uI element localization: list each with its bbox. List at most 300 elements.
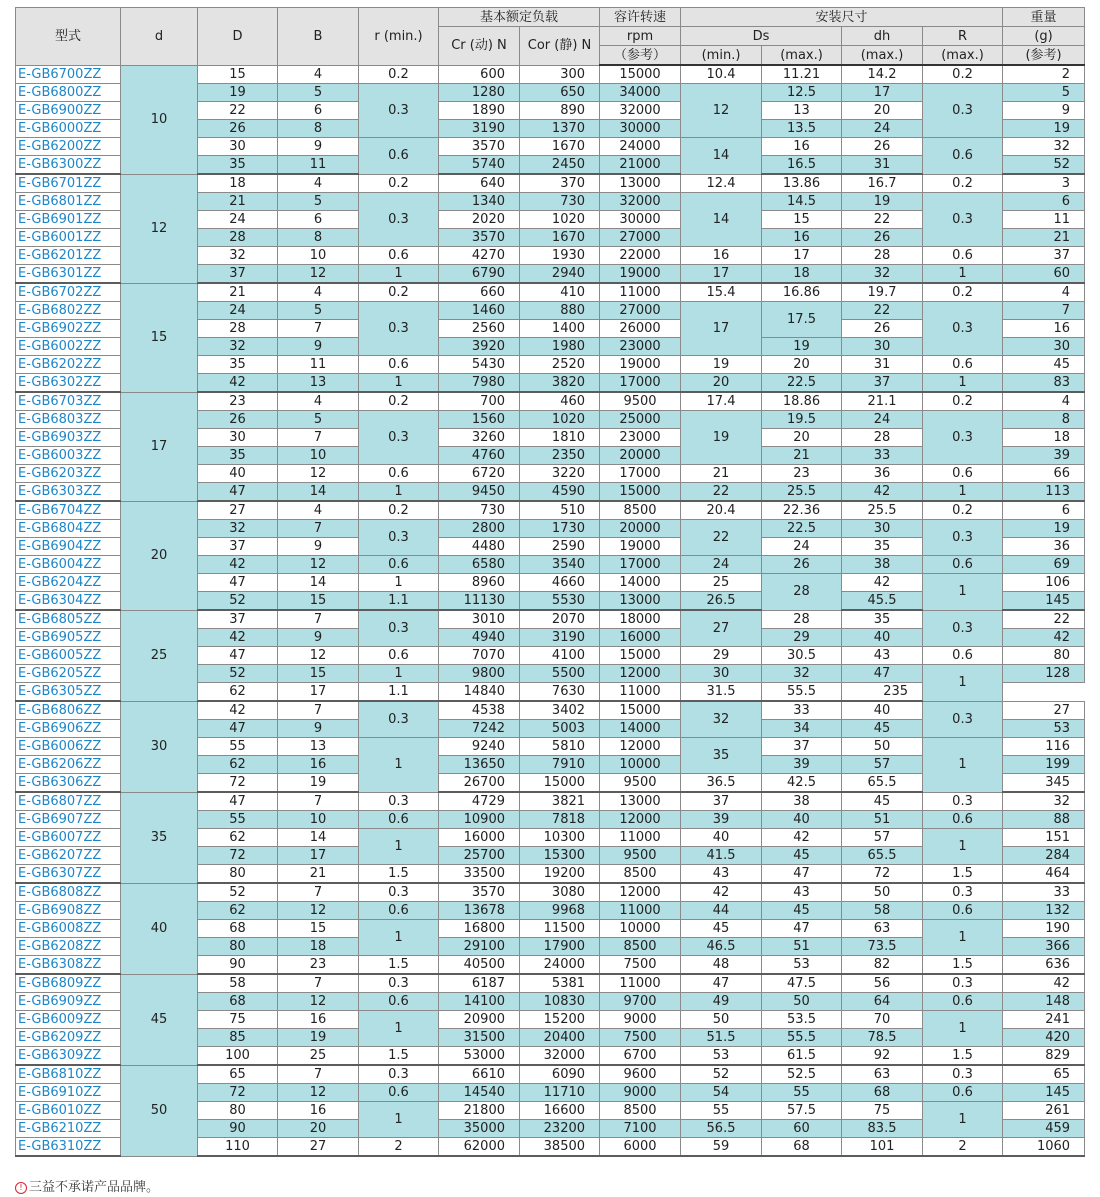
cell-B: 5: [278, 302, 359, 320]
cell-weight: 5: [1003, 84, 1085, 102]
cell-dh: 51: [842, 811, 923, 829]
cell-cor: 3220: [520, 465, 600, 483]
cell-B: 13: [278, 738, 359, 756]
cell-r: 1.5: [359, 865, 439, 884]
cell-D: 27: [198, 501, 278, 520]
cell-model: E-GB6909ZZ: [16, 993, 121, 1011]
cell-r: 0.3: [359, 520, 439, 556]
cell-cr: 35000: [439, 1120, 520, 1138]
cell-r: 1: [359, 829, 439, 865]
cell-D: 62: [198, 683, 278, 702]
cell-ds-min: 24: [681, 556, 762, 574]
cell-model: E-GB6801ZZ: [16, 193, 121, 211]
cell-ds-min: 16: [681, 247, 762, 265]
spec-table-container: [15, 7, 1084, 1157]
cell-B: 5: [278, 411, 359, 429]
cell-cor: 6090: [520, 1065, 600, 1084]
cell-rpm: 19000: [600, 538, 681, 556]
cell-rpm: 30000: [600, 120, 681, 138]
header-cr: Cr (动) N: [439, 27, 520, 66]
cell-weight: 80: [1003, 647, 1085, 665]
cell-R: 0.3: [923, 193, 1003, 247]
cell-R: 0.6: [923, 993, 1003, 1011]
cell-cor: 5810: [520, 738, 600, 756]
cell-r: 0.3: [359, 883, 439, 902]
cell-weight: 7: [1003, 302, 1085, 320]
cell-model: E-GB6701ZZ: [16, 174, 121, 193]
cell-weight: 106: [1003, 574, 1085, 592]
cell-ds-max: 57.5: [762, 1102, 842, 1120]
cell-B: 12: [278, 1084, 359, 1102]
cell-model: E-GB6203ZZ: [16, 465, 121, 483]
cell-model: E-GB6208ZZ: [16, 938, 121, 956]
cell-B: 4: [278, 283, 359, 302]
cell-model: E-GB6805ZZ: [16, 610, 121, 629]
cell-model: E-GB6000ZZ: [16, 120, 121, 138]
cell-ds-min: 46.5: [681, 938, 762, 956]
cell-rpm: 14000: [600, 720, 681, 738]
cell-ds-max: 13: [762, 102, 842, 120]
cell-ds-max: 18.86: [762, 392, 842, 411]
cell-d: 45: [121, 974, 198, 1065]
cell-D: 42: [198, 701, 278, 720]
cell-R: 1: [923, 1011, 1003, 1047]
cell-B: 10: [278, 247, 359, 265]
cell-ds-max: 23: [762, 465, 842, 483]
cell-weight: 19: [1003, 520, 1085, 538]
cell-cr: 700: [439, 392, 520, 411]
cell-D: 72: [198, 1084, 278, 1102]
cell-R: 0.6: [923, 902, 1003, 920]
cell-dh: 101: [842, 1138, 923, 1157]
cell-model: E-GB6806ZZ: [16, 701, 121, 720]
cell-dh: 31: [842, 156, 923, 175]
cell-rpm: 17000: [600, 556, 681, 574]
cell-r: 0.3: [359, 792, 439, 811]
cell-ds-max: 16: [762, 138, 842, 156]
cell-dh: 72: [842, 865, 923, 884]
cell-rpm: 21000: [600, 156, 681, 175]
cell-weight: 464: [1003, 865, 1085, 884]
cell-D: 47: [198, 574, 278, 592]
cell-B: 5: [278, 84, 359, 102]
cell-cor: 4100: [520, 647, 600, 665]
cell-rpm: 10000: [600, 756, 681, 774]
cell-B: 12: [278, 993, 359, 1011]
cell-cor: 16600: [520, 1102, 600, 1120]
header-ds-max: (max.): [762, 46, 842, 66]
cell-cr: 600: [439, 65, 520, 84]
cell-ds-min: 45: [681, 920, 762, 938]
cell-ds-max: 34: [762, 720, 842, 738]
cell-r: 0.6: [359, 811, 439, 829]
table-row: [16, 792, 1085, 811]
cell-D: 42: [198, 374, 278, 393]
cell-rpm: 10000: [600, 920, 681, 938]
table-row: [16, 392, 1085, 411]
cell-ds-max: 53: [762, 956, 842, 975]
cell-cr: 14540: [439, 1084, 520, 1102]
cell-B: 12: [278, 647, 359, 665]
cell-cr: 10900: [439, 811, 520, 829]
cell-model: E-GB6004ZZ: [16, 556, 121, 574]
cell-ds-min: 48: [681, 956, 762, 975]
cell-dh: 78.5: [842, 1029, 923, 1047]
cell-B: 7: [278, 520, 359, 538]
cell-R: 1: [923, 574, 1003, 611]
cell-B: 19: [278, 774, 359, 793]
cell-R: 0.2: [923, 65, 1003, 84]
cell-model: E-GB6010ZZ: [16, 1102, 121, 1120]
cell-ds-max: 51: [762, 938, 842, 956]
cell-R: 0.3: [923, 520, 1003, 556]
cell-ds-max: 42: [762, 829, 842, 847]
cell-weight: 4: [1003, 392, 1085, 411]
cell-r: 0.2: [359, 501, 439, 520]
cell-B: 6: [278, 211, 359, 229]
cell-rpm: 14000: [600, 574, 681, 592]
cell-cor: 3820: [520, 374, 600, 393]
cell-B: 9: [278, 138, 359, 156]
header-dh-max: (max.): [842, 46, 923, 66]
cell-R: 0.2: [923, 501, 1003, 520]
cell-R: 0.3: [923, 792, 1003, 811]
table-row: [16, 283, 1085, 302]
cell-weight: 199: [1003, 756, 1085, 774]
cell-cor: 4590: [520, 483, 600, 502]
cell-ds-max: 15: [762, 211, 842, 229]
cell-ds-max: 17: [762, 247, 842, 265]
cell-model: E-GB6802ZZ: [16, 302, 121, 320]
cell-model: E-GB6901ZZ: [16, 211, 121, 229]
cell-ds-max: 45: [762, 847, 842, 865]
cell-D: 52: [198, 592, 278, 611]
cell-dh: 30: [842, 520, 923, 538]
cell-D: 47: [198, 720, 278, 738]
cell-ds-max: 24: [762, 538, 842, 556]
cell-D: 23: [198, 392, 278, 411]
cell-cor: 2520: [520, 356, 600, 374]
cell-dh: 92: [842, 1047, 923, 1066]
cell-model: E-GB6902ZZ: [16, 320, 121, 338]
cell-ds-max: 20: [762, 429, 842, 447]
cell-cr: 7070: [439, 647, 520, 665]
cell-cr: 11130: [439, 592, 520, 611]
cell-model: E-GB6803ZZ: [16, 411, 121, 429]
cell-dh: 31: [842, 356, 923, 374]
cell-D: 55: [198, 738, 278, 756]
cell-rpm: 9600: [600, 1065, 681, 1084]
cell-cor: 11710: [520, 1084, 600, 1102]
cell-dh: 56: [842, 974, 923, 993]
cell-r: 1.5: [359, 1047, 439, 1066]
cell-ds-min: 47: [681, 974, 762, 993]
cell-D: 30: [198, 429, 278, 447]
cell-r: 1: [359, 920, 439, 956]
cell-cr: 6580: [439, 556, 520, 574]
cell-rpm: 7500: [600, 956, 681, 975]
cell-r: 0.6: [359, 556, 439, 574]
cell-weight: 88: [1003, 811, 1085, 829]
cell-ds-max: 33: [762, 701, 842, 720]
cell-ds-max: 45: [762, 902, 842, 920]
cell-cr: 3190: [439, 120, 520, 138]
cell-ds-max: 55.5: [762, 1029, 842, 1047]
cell-dh: 50: [842, 883, 923, 902]
cell-ds-min: 40: [681, 829, 762, 847]
cell-weight: 18: [1003, 429, 1085, 447]
cell-ds-min: 22: [681, 520, 762, 556]
cell-ds-max: 28: [762, 610, 842, 629]
cell-weight: 30: [1003, 338, 1085, 356]
header-R-max: (max.): [923, 46, 1003, 66]
cell-R: 2: [923, 1138, 1003, 1157]
cell-weight: 37: [1003, 247, 1085, 265]
cell-ds-min: 17: [681, 265, 762, 284]
cell-dh: 32: [842, 265, 923, 284]
cell-B: 7: [278, 1065, 359, 1084]
cell-D: 68: [198, 993, 278, 1011]
bearing-spec-table: [15, 7, 1085, 1157]
cell-D: 52: [198, 883, 278, 902]
cell-D: 62: [198, 756, 278, 774]
cell-B: 4: [278, 501, 359, 520]
cell-rpm: 8500: [600, 865, 681, 884]
cell-cor: 2940: [520, 265, 600, 284]
cell-D: 72: [198, 847, 278, 865]
cell-weight: 32: [1003, 792, 1085, 811]
cell-ds-max: 19.5: [762, 411, 842, 429]
cell-dh: 65.5: [842, 847, 923, 865]
cell-dh: 24: [842, 120, 923, 138]
cell-ds-min: 36.5: [681, 774, 762, 793]
cell-dh: 73.5: [842, 938, 923, 956]
cell-D: 35: [198, 156, 278, 175]
cell-cr: 3570: [439, 883, 520, 902]
cell-ds-max: 53.5: [762, 1011, 842, 1029]
cell-weight: 33: [1003, 883, 1085, 902]
cell-rpm: 9500: [600, 392, 681, 411]
cell-cor: 2070: [520, 610, 600, 629]
cell-rpm: 27000: [600, 302, 681, 320]
table-row: [16, 883, 1085, 902]
cell-dh: 25.5: [842, 501, 923, 520]
cell-model: E-GB6202ZZ: [16, 356, 121, 374]
cell-cr: 1890: [439, 102, 520, 120]
cell-dh: 16.7: [842, 174, 923, 193]
cell-B: 12: [278, 556, 359, 574]
cell-ds-min: 56.5: [681, 1120, 762, 1138]
cell-weight: 21: [1003, 229, 1085, 247]
cell-B: 17: [278, 847, 359, 865]
cell-model: E-GB6303ZZ: [16, 483, 121, 502]
cell-R: 1: [923, 665, 1003, 702]
cell-r: 0.3: [359, 974, 439, 993]
cell-rpm: 12000: [600, 738, 681, 756]
cell-rpm: 23000: [600, 429, 681, 447]
cell-cr: 9240: [439, 738, 520, 756]
cell-ds-min: 22: [681, 483, 762, 502]
cell-model: E-GB6306ZZ: [16, 774, 121, 793]
cell-dh: 55.5: [762, 683, 842, 702]
cell-weight: 151: [1003, 829, 1085, 847]
cell-weight: 829: [1003, 1047, 1085, 1066]
cell-weight: 66: [1003, 465, 1085, 483]
cell-R: 1: [923, 483, 1003, 502]
cell-weight: 145: [1003, 592, 1085, 611]
cell-model: E-GB6205ZZ: [16, 665, 121, 683]
cell-rpm: 26000: [600, 320, 681, 338]
cell-ds-max: 22.5: [762, 520, 842, 538]
cell-B: 10: [278, 447, 359, 465]
cell-D: 55: [198, 811, 278, 829]
cell-cor: 11500: [520, 920, 600, 938]
cell-ds-max: 17.5: [762, 302, 842, 338]
cell-cr: 1460: [439, 302, 520, 320]
header-d: d: [121, 8, 198, 66]
cell-cor: 730: [520, 193, 600, 211]
cell-cor: 1930: [520, 247, 600, 265]
cell-D: 37: [198, 610, 278, 629]
cell-model: E-GB6206ZZ: [16, 756, 121, 774]
cell-B: 15: [278, 920, 359, 938]
cell-model: E-GB6308ZZ: [16, 956, 121, 975]
cell-r: 0.3: [359, 193, 439, 247]
cell-ds-max: 40: [762, 811, 842, 829]
cell-model: E-GB6007ZZ: [16, 829, 121, 847]
cell-r: 1: [359, 665, 439, 683]
cell-dh: 42: [842, 483, 923, 502]
cell-model: E-GB6200ZZ: [16, 138, 121, 156]
cell-rpm: 15000: [600, 483, 681, 502]
cell-dh: 40: [842, 629, 923, 647]
header-r: r (min.): [359, 8, 439, 66]
cell-weight: 132: [1003, 902, 1085, 920]
cell-weight: 6: [1003, 501, 1085, 520]
cell-rpm: 9500: [600, 847, 681, 865]
cell-model: E-GB6808ZZ: [16, 883, 121, 902]
table-row: [16, 1065, 1085, 1084]
cell-cr: 6610: [439, 1065, 520, 1084]
cell-d: 10: [121, 65, 198, 174]
cell-rpm: 7100: [600, 1120, 681, 1138]
cell-cr: 14840: [439, 683, 520, 702]
table-row: [16, 65, 1085, 84]
cell-rpm: 9000: [600, 1011, 681, 1029]
cell-model: E-GB6300ZZ: [16, 156, 121, 175]
cell-B: 12: [278, 265, 359, 284]
cell-B: 8: [278, 229, 359, 247]
cell-ds-max: 47: [762, 865, 842, 884]
cell-cr: 31500: [439, 1029, 520, 1047]
cell-cr: 13650: [439, 756, 520, 774]
cell-B: 21: [278, 865, 359, 884]
cell-R: 0.3: [923, 84, 1003, 138]
cell-weight: 284: [1003, 847, 1085, 865]
cell-cr: 4480: [439, 538, 520, 556]
cell-ds-max: 61.5: [762, 1047, 842, 1066]
cell-model: E-GB6204ZZ: [16, 574, 121, 592]
cell-model: E-GB6302ZZ: [16, 374, 121, 393]
cell-ds-min: 30: [681, 665, 762, 683]
cell-rpm: 8500: [600, 1102, 681, 1120]
cell-rpm: 8500: [600, 938, 681, 956]
cell-D: 40: [198, 465, 278, 483]
cell-ds-max: 19: [762, 338, 842, 356]
cell-rpm: 32000: [600, 102, 681, 120]
cell-weight: 113: [1003, 483, 1085, 502]
cell-dh: 24: [842, 411, 923, 429]
cell-R: 1: [923, 920, 1003, 956]
cell-r: 1: [359, 574, 439, 592]
cell-R: 0.3: [923, 974, 1003, 993]
cell-ds-max: 55: [762, 1084, 842, 1102]
warning-icon: !: [15, 1182, 27, 1194]
cell-d: 20: [121, 501, 198, 610]
cell-ds-min: 44: [681, 902, 762, 920]
header-weight-1: 重量: [1003, 8, 1085, 27]
cell-dh: 45.5: [842, 592, 923, 611]
cell-dh: 65.5: [842, 774, 923, 793]
cell-R: 1.5: [923, 865, 1003, 884]
cell-ds-max: 38: [762, 792, 842, 811]
cell-cr: 7242: [439, 720, 520, 738]
header-R: R: [923, 27, 1003, 46]
cell-r: 1: [359, 1102, 439, 1138]
cell-B: 4: [278, 65, 359, 84]
cell-cr: 13678: [439, 902, 520, 920]
cell-D: 32: [198, 520, 278, 538]
cell-B: 25: [278, 1047, 359, 1066]
cell-rpm: 8500: [600, 501, 681, 520]
cell-ds-max: 16: [762, 229, 842, 247]
cell-cor: 1670: [520, 229, 600, 247]
cell-rpm: 17000: [600, 374, 681, 393]
cell-ds-max: 37: [762, 738, 842, 756]
cell-model: E-GB6304ZZ: [16, 592, 121, 611]
cell-B: 9: [278, 720, 359, 738]
cell-weight: 148: [1003, 993, 1085, 1011]
cell-weight: 261: [1003, 1102, 1085, 1120]
cell-ds-max: 13.5: [762, 120, 842, 138]
cell-cor: 10830: [520, 993, 600, 1011]
cell-rpm: 18000: [600, 610, 681, 629]
cell-cor: 4660: [520, 574, 600, 592]
cell-model: E-GB6906ZZ: [16, 720, 121, 738]
cell-weight: 53: [1003, 720, 1085, 738]
cell-cr: 660: [439, 283, 520, 302]
cell-weight: 36: [1003, 538, 1085, 556]
cell-R: 0.6: [923, 647, 1003, 665]
cell-model: E-GB6807ZZ: [16, 792, 121, 811]
cell-cr: 1280: [439, 84, 520, 102]
header-speed-3: （参考）: [600, 46, 681, 66]
cell-dh: 35: [842, 538, 923, 556]
cell-cor: 10300: [520, 829, 600, 847]
cell-cor: 1020: [520, 411, 600, 429]
cell-D: 58: [198, 974, 278, 993]
cell-weight: 60: [1003, 265, 1085, 284]
cell-ds-max: 42.5: [762, 774, 842, 793]
cell-D: 24: [198, 302, 278, 320]
cell-ds-max: 11.21: [762, 65, 842, 84]
cell-B: 9: [278, 338, 359, 356]
cell-D: 80: [198, 938, 278, 956]
cell-rpm: 19000: [600, 356, 681, 374]
cell-R: 1: [923, 265, 1003, 284]
cell-R: 0.6: [923, 465, 1003, 483]
cell-cr: 16000: [439, 829, 520, 847]
